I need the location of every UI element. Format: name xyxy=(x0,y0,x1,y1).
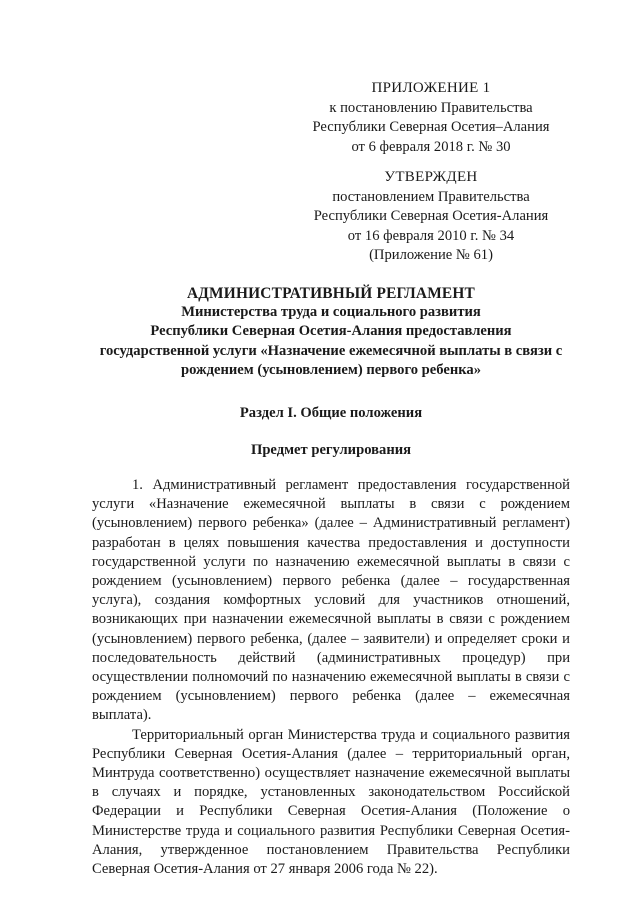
regulation-subtitle-line: рождением (усыновлением) первого ребенка» xyxy=(180,361,482,378)
approved-line: постановлением Правительства xyxy=(332,188,530,205)
regulation-title: АДМИНИСТРАТИВНЫЙ РЕГЛАМЕНТ xyxy=(186,285,476,302)
appendix-line: Республики Северная Осетия–Алания xyxy=(312,119,550,135)
paragraph: Территориальный орган Министерства труда и социального развития Республики Северная Осетия-Алания (далее – территориальный орган, Минтруда соответственно) осуществляет назначение ежемесячной выплаты в случаях и порядке, установленных законодательством Российской Федерации и Республики Северная Осетия-Алания (Положение о Министерстве труда и социального развития Республики Северная Осетия-Алания, утвержденное постановлением Правительства Республики Северная Осетия-Алания от 27 января 2006 года № 22). xyxy=(92,726,570,878)
approved-line: (Приложение № 61) xyxy=(369,247,493,263)
regulation-subtitle-line: Министерства труда и социального развития xyxy=(181,304,481,321)
regulation-subtitle-line: государственной услуги «Назначение ежемесячной выплаты в связи с xyxy=(99,342,563,359)
approved-line: от 16 февраля 2010 г. № 34 xyxy=(347,227,515,244)
approved-block xyxy=(296,168,566,266)
section-heading: Раздел I. Общие положения xyxy=(239,405,423,421)
body-text xyxy=(92,476,570,879)
subject-heading: Предмет регулирования xyxy=(250,442,412,458)
regulation-title-block xyxy=(92,284,570,380)
regulation-subtitle-line: Республики Северная Осетия-Алания предоставления xyxy=(150,323,512,340)
approved-line: Республики Северная Осетия-Алания xyxy=(313,208,549,224)
approved-title: УТВЕРЖДЕН xyxy=(384,169,478,185)
appendix-line: к постановлению Правительства xyxy=(329,99,533,116)
appendix-title: ПРИЛОЖЕНИЕ 1 xyxy=(371,80,491,96)
appendix-line: от 6 февраля 2018 г. № 30 xyxy=(351,138,511,155)
appendix-block xyxy=(296,79,566,157)
paragraph: 1. Административный регламент предоставления государственной услуги «Назначение ежемесячной выплаты в связи с рождением (усыновлением) первого ребенка» (далее – Административный регламент) разработан в целях повышения качества предоставления и доступности государственной услуги по назначению ежемесячной выплаты в связи с рождением (усыновлением) первого ребенка (далее – государственная услуга), создания комфортных условий для участников отношений, возникающих при назначении ежемесячной выплаты в связи с рождением (усыновлением) первого ребенка, (далее – заявители) и определяет сроки и последовательность действий (административных процедур) при осуществлении полномочий по назначению ежемесячной выплаты в связи с рождением (усыновлением) первого ребенка (далее – ежемесячная выплата). xyxy=(92,477,570,724)
